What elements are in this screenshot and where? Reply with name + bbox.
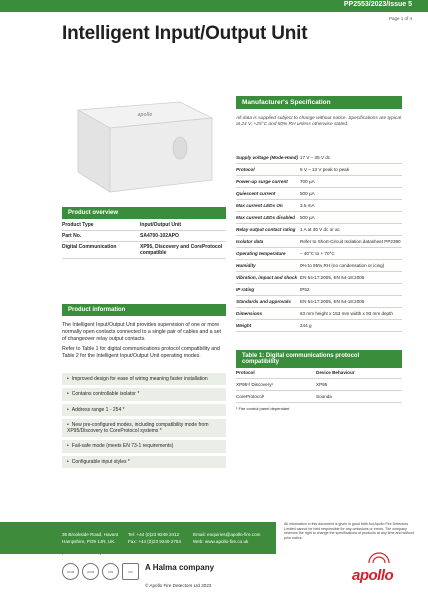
spec-value: EN 54-17:2005, EN 54-18:2005 <box>300 275 365 280</box>
spec-label: IP rating <box>236 287 255 292</box>
spec-row <box>236 296 402 308</box>
spec-row <box>236 152 402 164</box>
footer-phones: Tel: +44 (0)23 9249 2412 Fax: +44 (0)23 9249 2754 <box>128 532 181 545</box>
overview-heading: Product overview <box>62 207 226 219</box>
apollo-logo-mark-icon <box>368 552 390 564</box>
page-title: Intelligent Input/Output Unit <box>62 23 308 44</box>
spec-row <box>236 272 402 284</box>
spec-row <box>236 176 402 188</box>
feature-item: • New pre-configured modes, including compatibility mode from XP95/Discovery to CoreProtocol systems * <box>62 419 226 438</box>
overview-row: Product Type Input/Output Unit <box>62 220 226 231</box>
email-link[interactable]: Email: enquiries@apollo-fire.com <box>193 532 261 537</box>
overview-table <box>62 220 226 259</box>
spec-value: IP52 <box>300 287 310 292</box>
overview-row: Digital Communication XP95, Discovery and CoreProtocol compatible <box>62 242 226 259</box>
spec-row <box>236 164 402 176</box>
spec-heading: Manufacturer's Specification <box>236 96 402 109</box>
feature-item: • Configurable input styles * <box>62 456 226 468</box>
spec-value: 700 µA <box>300 179 315 184</box>
halma-logo: A Halma company <box>145 563 215 572</box>
doc-reference: PP2553/2023/Issue 5 <box>343 1 412 8</box>
apollo-logo: apollo <box>352 567 394 584</box>
product-info-paragraph: The Intelligent Input/Output Unit provides supervision of one or more normally open contacts connected to a single pair of cables and a set of changeover relay output contacts. <box>62 322 221 342</box>
footer-address: 36 Brookside Road, Havant Hampshire, PO9 1JR, UK. <box>62 532 119 545</box>
copyright: © Apollo Fire Detectors Ltd 2023 <box>145 583 212 588</box>
table1-row: CoreProtocol¹ Sounda <box>236 391 402 403</box>
product-info-heading: Product information <box>62 304 226 316</box>
spec-table <box>236 152 402 332</box>
spec-row <box>236 212 402 224</box>
lpcb-cert-icon: LPCB <box>82 563 99 580</box>
table1-heading: Table 1: Digital communications protocol compatibility <box>236 350 402 368</box>
spec-value: 63 mm height x 153 mm width x 93 mm depth <box>300 311 393 316</box>
product-brand-mark: apollo <box>137 112 153 118</box>
spec-row <box>236 248 402 260</box>
feature-item: • Fail-safe mode (meets EN 73-1 requirements) <box>62 440 226 452</box>
spec-row <box>236 236 402 248</box>
spec-value: EN 54-17:2005, EN 54-18:2005 <box>300 299 365 304</box>
spec-label: Quiescent current <box>236 191 276 196</box>
spec-label: Standards and approvals <box>236 299 291 304</box>
feature-item: • Address range 1 - 254 * <box>62 404 226 416</box>
lpcb-cert-icon: LPCB <box>62 563 79 580</box>
spec-row <box>236 308 402 320</box>
spec-label: Dimensions <box>236 311 263 316</box>
table1-footnote: ¹ Fire control panel dependant <box>236 406 290 411</box>
spec-label: Max current LEDs disabled <box>236 215 295 220</box>
page-number: Page 1 of 4 <box>388 16 412 21</box>
spec-value: Refer to Short-Circuit Isolation datasheet PP2390 <box>300 239 401 244</box>
spec-row <box>236 224 402 236</box>
spec-row <box>236 284 402 296</box>
feature-item: • Improved design for ease of wiring meaning faster installation <box>62 373 226 385</box>
spec-label: Power-up surge current <box>236 179 288 184</box>
fm-cert-icon: FM <box>122 563 139 580</box>
spec-label: Operating temperature <box>236 251 286 256</box>
spec-row <box>236 200 402 212</box>
table1 <box>236 367 402 403</box>
feature-list <box>62 373 226 471</box>
spec-row <box>236 188 402 200</box>
spec-intro: All data is supplied subject to change without notice. Specifications are typical at 24 V, +25°C and 50% RH unless otherwise stated. <box>236 116 402 128</box>
spec-label: Protocol <box>236 167 255 172</box>
spec-label: Relay output contact rating <box>236 227 296 232</box>
footer-email-web <box>193 531 260 545</box>
spec-label: Humidity <box>236 263 256 268</box>
spec-row <box>236 320 402 332</box>
spec-label: Weight <box>236 323 252 328</box>
overview-row: Part No. SA4700-102APO <box>62 231 226 242</box>
product-info-text <box>62 322 226 364</box>
product-info-paragraph: Refer to Table 1 for digital communications protocol compatibility and Table 2 for the Intelligent Input/Output Unit operating modes. <box>62 346 220 359</box>
product-image <box>62 92 224 202</box>
spec-value: 5 V – 13 V peak to peak <box>300 167 350 172</box>
table1-row: XP95¹/ Discovery¹ XP95 <box>236 379 402 391</box>
vds-cert-icon: VdS <box>102 563 119 580</box>
feature-item: • Contains controllable isolator * <box>62 388 226 400</box>
spec-label: Isolator data <box>236 239 264 244</box>
spec-value: 3.5 mA <box>300 203 315 208</box>
table1-header-row: Protocol Device Behaviour <box>236 367 402 379</box>
web-link[interactable]: Web: www.apollo-fire.co.uk <box>193 539 249 545</box>
spec-value: 244 g <box>300 323 312 328</box>
spec-value: 500 µA <box>300 191 315 196</box>
spec-label: Max current LEDs On <box>236 203 283 208</box>
spec-row <box>236 260 402 272</box>
spec-value: 1 A at 30 V dc or ac <box>300 227 340 232</box>
spec-value: 0% to 95% RH (no condensation or icing) <box>300 263 385 268</box>
footer-disclaimer: All information in this document is given in good faith but Apollo Fire Detectors Limited cannot be held responsible for any omissions or errors. The company reserves the right to change the specifications of products at any time and without prior notice. <box>284 522 414 541</box>
spec-value: 500 µA <box>300 215 315 220</box>
spec-value: – 40°C to + 70°C <box>300 251 335 256</box>
spec-label: Supply voltage (Mode-Hand) <box>236 155 299 160</box>
spec-label: Vibration, impact and shock <box>236 275 298 280</box>
spec-value: 17 V – 35 V dc <box>300 155 331 160</box>
